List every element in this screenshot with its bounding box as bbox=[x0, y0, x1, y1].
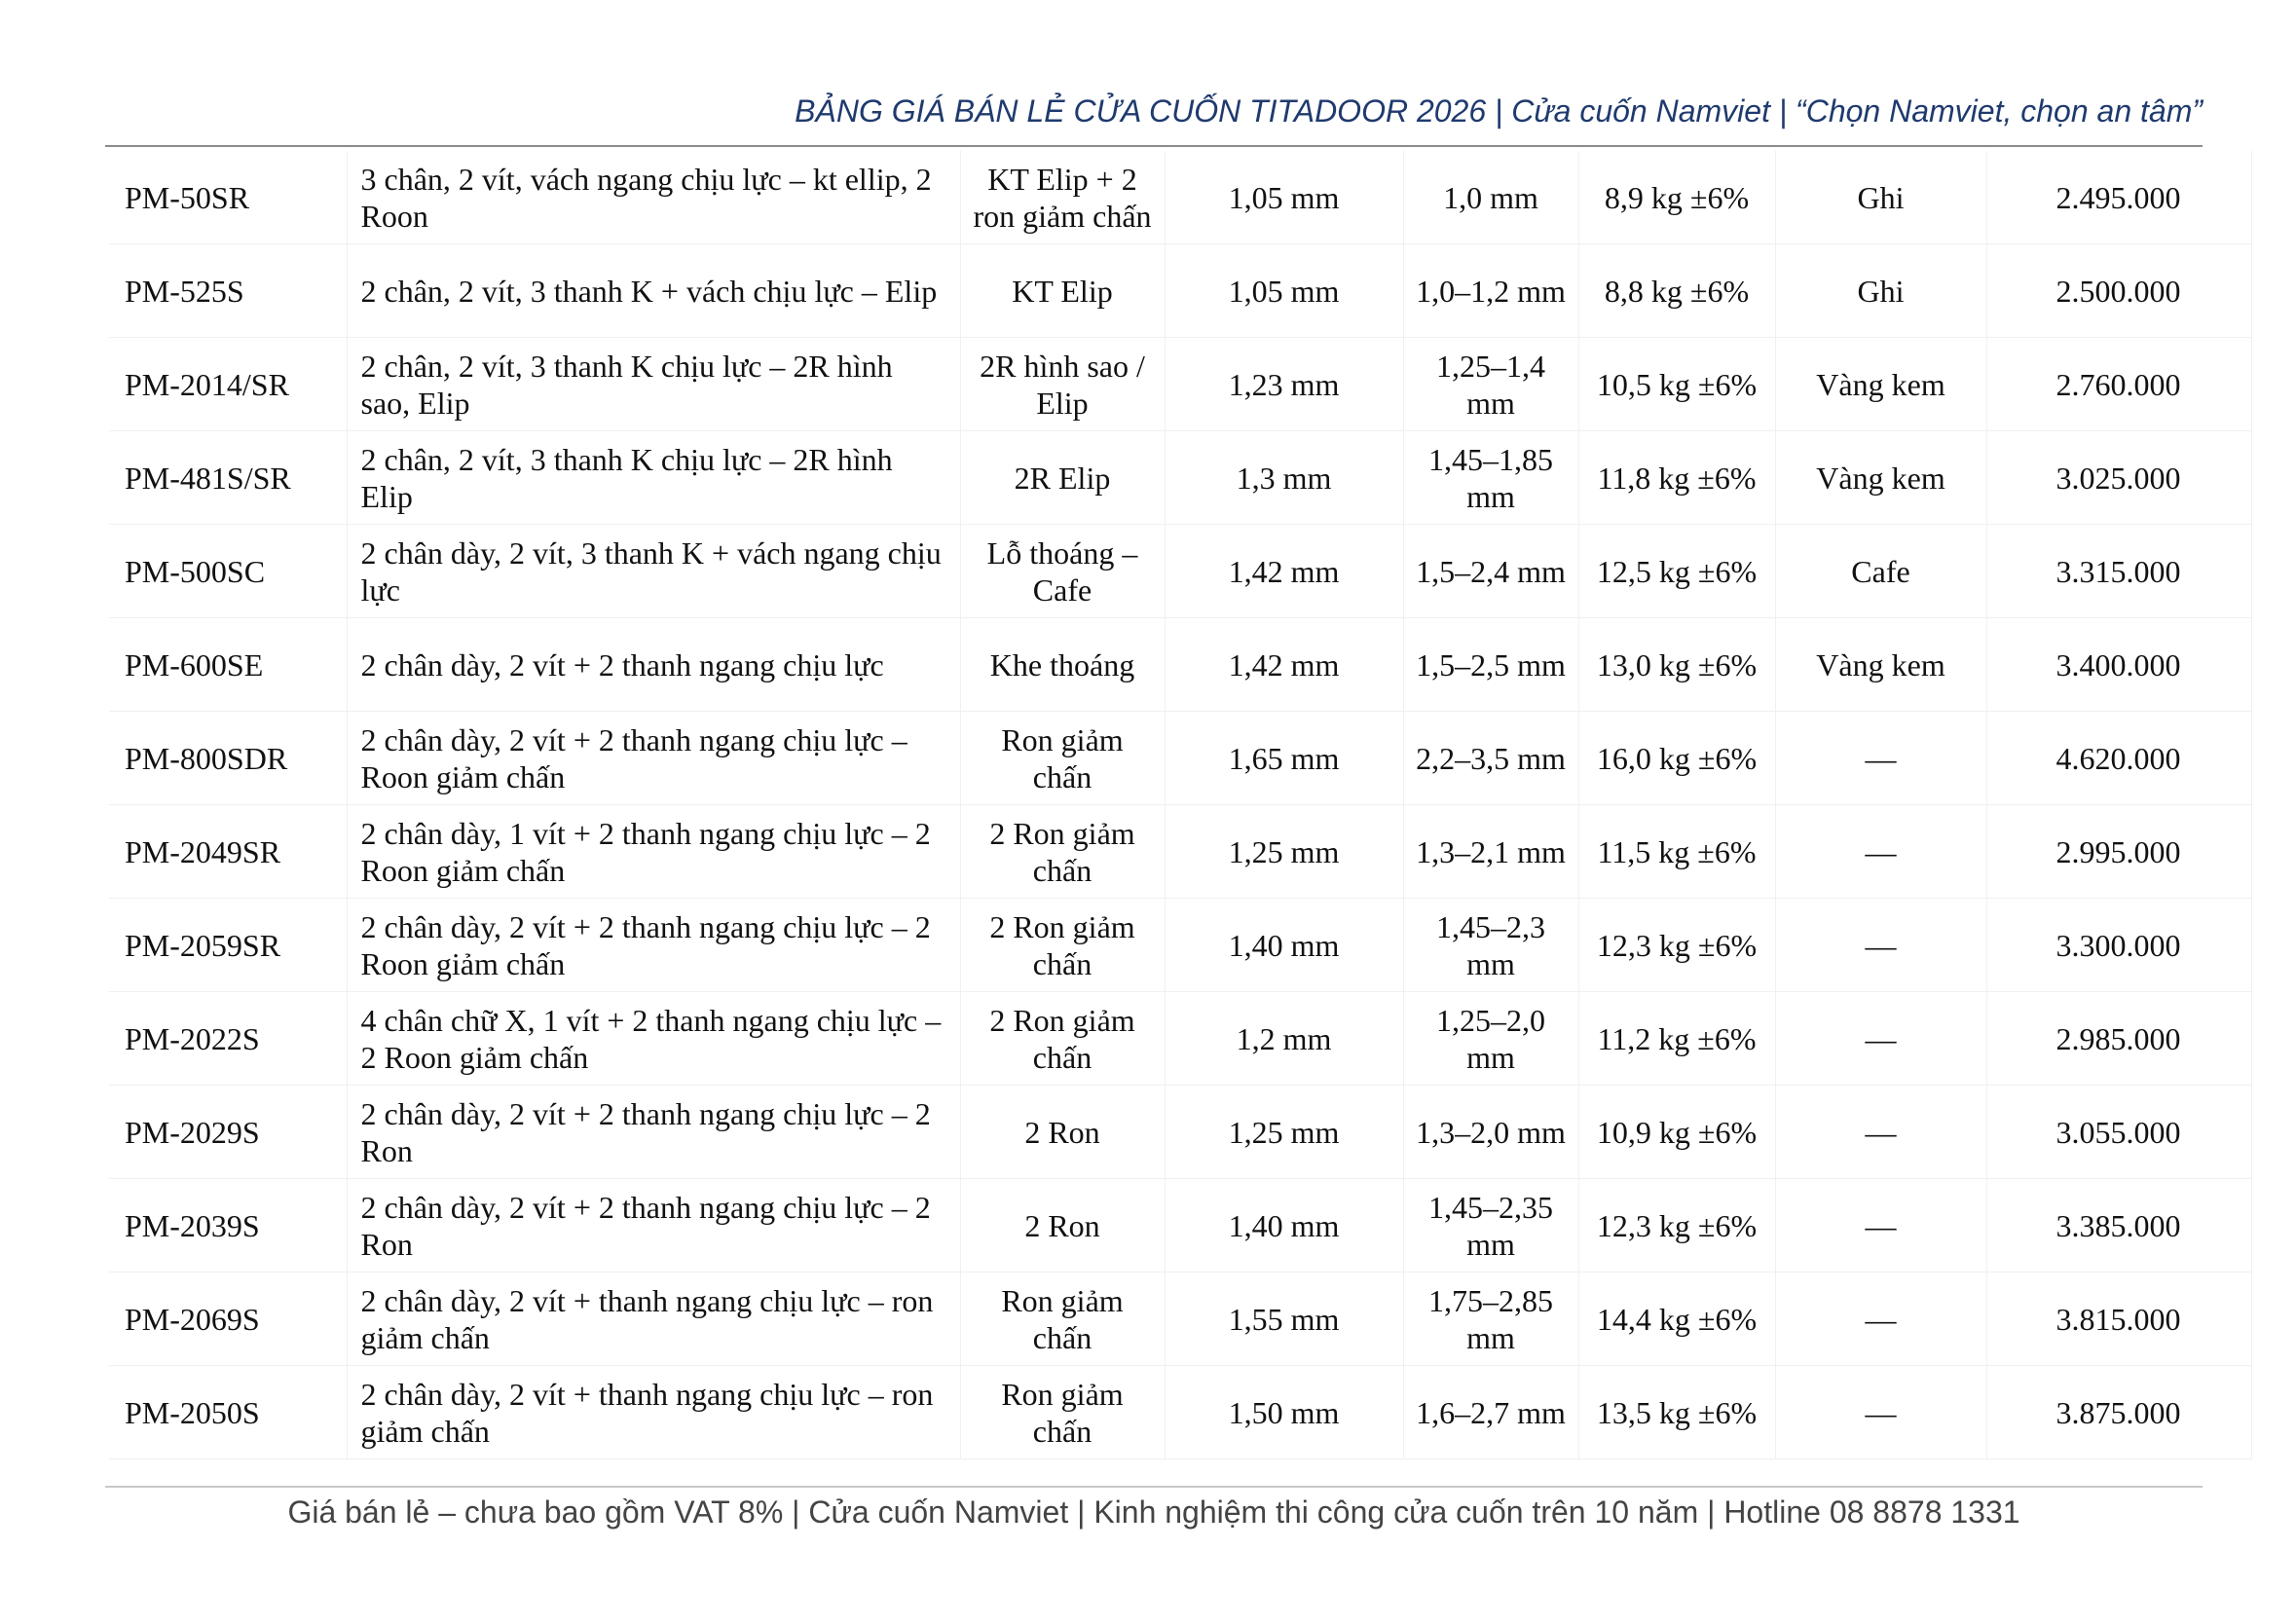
table-row bbox=[109, 431, 2251, 525]
product-price: 3.315.000 bbox=[1986, 525, 2251, 618]
product-feature: Ron giảm chấn bbox=[960, 1273, 1165, 1366]
product-feature: 2 Ron bbox=[960, 1179, 1165, 1273]
product-feature: Khe thoáng bbox=[960, 618, 1165, 712]
price-table bbox=[109, 151, 2252, 1459]
product-color: — bbox=[1775, 1366, 1986, 1459]
product-range: 1,75–2,85 mm bbox=[1403, 1273, 1578, 1366]
product-code: PM-2022S bbox=[109, 992, 347, 1086]
product-thickness: 1,42 mm bbox=[1165, 618, 1403, 712]
product-thickness: 1,25 mm bbox=[1165, 805, 1403, 899]
product-thickness: 1,05 mm bbox=[1165, 244, 1403, 338]
table-row bbox=[109, 151, 2251, 244]
product-color: — bbox=[1775, 712, 1986, 805]
product-feature: 2 Ron giảm chấn bbox=[960, 899, 1165, 992]
product-price: 4.620.000 bbox=[1986, 712, 2251, 805]
product-price: 3.400.000 bbox=[1986, 618, 2251, 712]
product-thickness: 1,05 mm bbox=[1165, 151, 1403, 244]
table-row bbox=[109, 1086, 2251, 1179]
table-row bbox=[109, 1179, 2251, 1273]
product-code: PM-525S bbox=[109, 244, 347, 338]
product-thickness: 1,42 mm bbox=[1165, 525, 1403, 618]
table-row bbox=[109, 712, 2251, 805]
product-color: — bbox=[1775, 805, 1986, 899]
product-color: Ghi bbox=[1775, 244, 1986, 338]
product-description: 2 chân dày, 2 vít + 2 thanh ngang chịu lực bbox=[347, 618, 960, 712]
product-thickness: 1,40 mm bbox=[1165, 1179, 1403, 1273]
product-price: 3.875.000 bbox=[1986, 1366, 2251, 1459]
product-description: 3 chân, 2 vít, vách ngang chịu lực – kt ellip, 2 Roon bbox=[347, 151, 960, 244]
product-weight: 16,0 kg ±6% bbox=[1578, 712, 1775, 805]
product-description: 2 chân dày, 2 vít + 2 thanh ngang chịu lực – Roon giảm chấn bbox=[347, 712, 960, 805]
product-range: 1,0 mm bbox=[1403, 151, 1578, 244]
product-feature: 2 Ron giảm chấn bbox=[960, 992, 1165, 1086]
table-row bbox=[109, 244, 2251, 338]
product-feature: KT Elip bbox=[960, 244, 1165, 338]
product-thickness: 1,2 mm bbox=[1165, 992, 1403, 1086]
product-color: — bbox=[1775, 1086, 1986, 1179]
product-weight: 14,4 kg ±6% bbox=[1578, 1273, 1775, 1366]
product-description: 2 chân dày, 2 vít + 2 thanh ngang chịu lực – 2 Ron bbox=[347, 1086, 960, 1179]
footer-divider bbox=[105, 1486, 2203, 1488]
product-description: 2 chân dày, 2 vít, 3 thanh K + vách ngang chịu lực bbox=[347, 525, 960, 618]
product-weight: 11,8 kg ±6% bbox=[1578, 431, 1775, 525]
product-code: PM-2014/SR bbox=[109, 338, 347, 431]
product-code: PM-2069S bbox=[109, 1273, 347, 1366]
product-code: PM-50SR bbox=[109, 151, 347, 244]
product-feature: Ron giảm chấn bbox=[960, 1366, 1165, 1459]
product-range: 1,25–1,4 mm bbox=[1403, 338, 1578, 431]
product-weight: 12,3 kg ±6% bbox=[1578, 1179, 1775, 1273]
product-price: 2.995.000 bbox=[1986, 805, 2251, 899]
product-description: 2 chân, 2 vít, 3 thanh K chịu lực – 2R hình sao, Elip bbox=[347, 338, 960, 431]
product-code: PM-2049SR bbox=[109, 805, 347, 899]
table-row bbox=[109, 338, 2251, 431]
price-table-body bbox=[109, 151, 2251, 1459]
product-weight: 12,5 kg ±6% bbox=[1578, 525, 1775, 618]
product-thickness: 1,65 mm bbox=[1165, 712, 1403, 805]
table-row bbox=[109, 1273, 2251, 1366]
product-code: PM-600SE bbox=[109, 618, 347, 712]
product-color: — bbox=[1775, 1273, 1986, 1366]
header-divider bbox=[105, 145, 2203, 147]
product-color: — bbox=[1775, 992, 1986, 1086]
product-range: 1,5–2,4 mm bbox=[1403, 525, 1578, 618]
product-range: 1,45–1,85 mm bbox=[1403, 431, 1578, 525]
table-row bbox=[109, 805, 2251, 899]
product-price: 2.495.000 bbox=[1986, 151, 2251, 244]
product-color: — bbox=[1775, 899, 1986, 992]
product-price: 3.385.000 bbox=[1986, 1179, 2251, 1273]
product-weight: 11,2 kg ±6% bbox=[1578, 992, 1775, 1086]
product-range: 1,6–2,7 mm bbox=[1403, 1366, 1578, 1459]
product-thickness: 1,3 mm bbox=[1165, 431, 1403, 525]
product-weight: 8,9 kg ±6% bbox=[1578, 151, 1775, 244]
product-price: 3.025.000 bbox=[1986, 431, 2251, 525]
page-footer: Giá bán lẻ – chưa bao gồm VAT 8% | Cửa cuốn Namviet | Kinh nghiệm thi công cửa cuốn trên 10 năm | Hotline 08 8878 1331 bbox=[287, 1494, 2020, 1530]
product-range: 1,5–2,5 mm bbox=[1403, 618, 1578, 712]
product-feature: Ron giảm chấn bbox=[960, 712, 1165, 805]
product-range: 1,3–2,0 mm bbox=[1403, 1086, 1578, 1179]
product-code: PM-2050S bbox=[109, 1366, 347, 1459]
product-code: PM-2039S bbox=[109, 1179, 347, 1273]
product-feature: Lỗ thoáng – Cafe bbox=[960, 525, 1165, 618]
product-code: PM-800SDR bbox=[109, 712, 347, 805]
product-thickness: 1,55 mm bbox=[1165, 1273, 1403, 1366]
product-feature: 2 Ron bbox=[960, 1086, 1165, 1179]
product-price: 3.055.000 bbox=[1986, 1086, 2251, 1179]
product-weight: 8,8 kg ±6% bbox=[1578, 244, 1775, 338]
table-row bbox=[109, 618, 2251, 712]
product-thickness: 1,25 mm bbox=[1165, 1086, 1403, 1179]
product-range: 1,45–2,3 mm bbox=[1403, 899, 1578, 992]
product-range: 1,0–1,2 mm bbox=[1403, 244, 1578, 338]
product-range: 2,2–3,5 mm bbox=[1403, 712, 1578, 805]
product-thickness: 1,40 mm bbox=[1165, 899, 1403, 992]
product-code: PM-2059SR bbox=[109, 899, 347, 992]
product-weight: 12,3 kg ±6% bbox=[1578, 899, 1775, 992]
product-feature: 2R Elip bbox=[960, 431, 1165, 525]
product-color: Vàng kem bbox=[1775, 338, 1986, 431]
table-row bbox=[109, 992, 2251, 1086]
product-description: 2 chân, 2 vít, 3 thanh K chịu lực – 2R hình Elip bbox=[347, 431, 960, 525]
table-row bbox=[109, 1366, 2251, 1459]
product-weight: 11,5 kg ±6% bbox=[1578, 805, 1775, 899]
product-price: 3.300.000 bbox=[1986, 899, 2251, 992]
product-description: 4 chân chữ X, 1 vít + 2 thanh ngang chịu lực – 2 Roon giảm chấn bbox=[347, 992, 960, 1086]
product-range: 1,3–2,1 mm bbox=[1403, 805, 1578, 899]
product-price: 3.815.000 bbox=[1986, 1273, 2251, 1366]
product-code: PM-2029S bbox=[109, 1086, 347, 1179]
page-header: BẢNG GIÁ BÁN LẺ CỬA CUỐN TITADOOR 2026 | Cửa cuốn Namviet | “Chọn Namviet, chọn an tâm” bbox=[795, 93, 2203, 129]
product-feature: KT Elip + 2 ron giảm chấn bbox=[960, 151, 1165, 244]
product-description: 2 chân dày, 1 vít + 2 thanh ngang chịu lực – 2 Roon giảm chấn bbox=[347, 805, 960, 899]
product-description: 2 chân dày, 2 vít + thanh ngang chịu lực – ron giảm chấn bbox=[347, 1366, 960, 1459]
product-price: 2.985.000 bbox=[1986, 992, 2251, 1086]
product-feature: 2R hình sao / Elip bbox=[960, 338, 1165, 431]
table-row bbox=[109, 525, 2251, 618]
product-description: 2 chân dày, 2 vít + 2 thanh ngang chịu lực – 2 Roon giảm chấn bbox=[347, 899, 960, 992]
product-feature: 2 Ron giảm chấn bbox=[960, 805, 1165, 899]
product-color: — bbox=[1775, 1179, 1986, 1273]
product-weight: 10,9 kg ±6% bbox=[1578, 1086, 1775, 1179]
product-color: Vàng kem bbox=[1775, 431, 1986, 525]
product-color: Ghi bbox=[1775, 151, 1986, 244]
product-thickness: 1,23 mm bbox=[1165, 338, 1403, 431]
product-range: 1,25–2,0 mm bbox=[1403, 992, 1578, 1086]
product-price: 2.500.000 bbox=[1986, 244, 2251, 338]
product-color: Cafe bbox=[1775, 525, 1986, 618]
product-weight: 10,5 kg ±6% bbox=[1578, 338, 1775, 431]
product-thickness: 1,50 mm bbox=[1165, 1366, 1403, 1459]
product-code: PM-500SC bbox=[109, 525, 347, 618]
product-description: 2 chân dày, 2 vít + thanh ngang chịu lực – ron giảm chấn bbox=[347, 1273, 960, 1366]
product-weight: 13,5 kg ±6% bbox=[1578, 1366, 1775, 1459]
product-description: 2 chân, 2 vít, 3 thanh K + vách chịu lực – Elip bbox=[347, 244, 960, 338]
product-price: 2.760.000 bbox=[1986, 338, 2251, 431]
product-code: PM-481S/SR bbox=[109, 431, 347, 525]
table-row bbox=[109, 899, 2251, 992]
product-description: 2 chân dày, 2 vít + 2 thanh ngang chịu lực – 2 Ron bbox=[347, 1179, 960, 1273]
product-range: 1,45–2,35 mm bbox=[1403, 1179, 1578, 1273]
product-color: Vàng kem bbox=[1775, 618, 1986, 712]
product-weight: 13,0 kg ±6% bbox=[1578, 618, 1775, 712]
